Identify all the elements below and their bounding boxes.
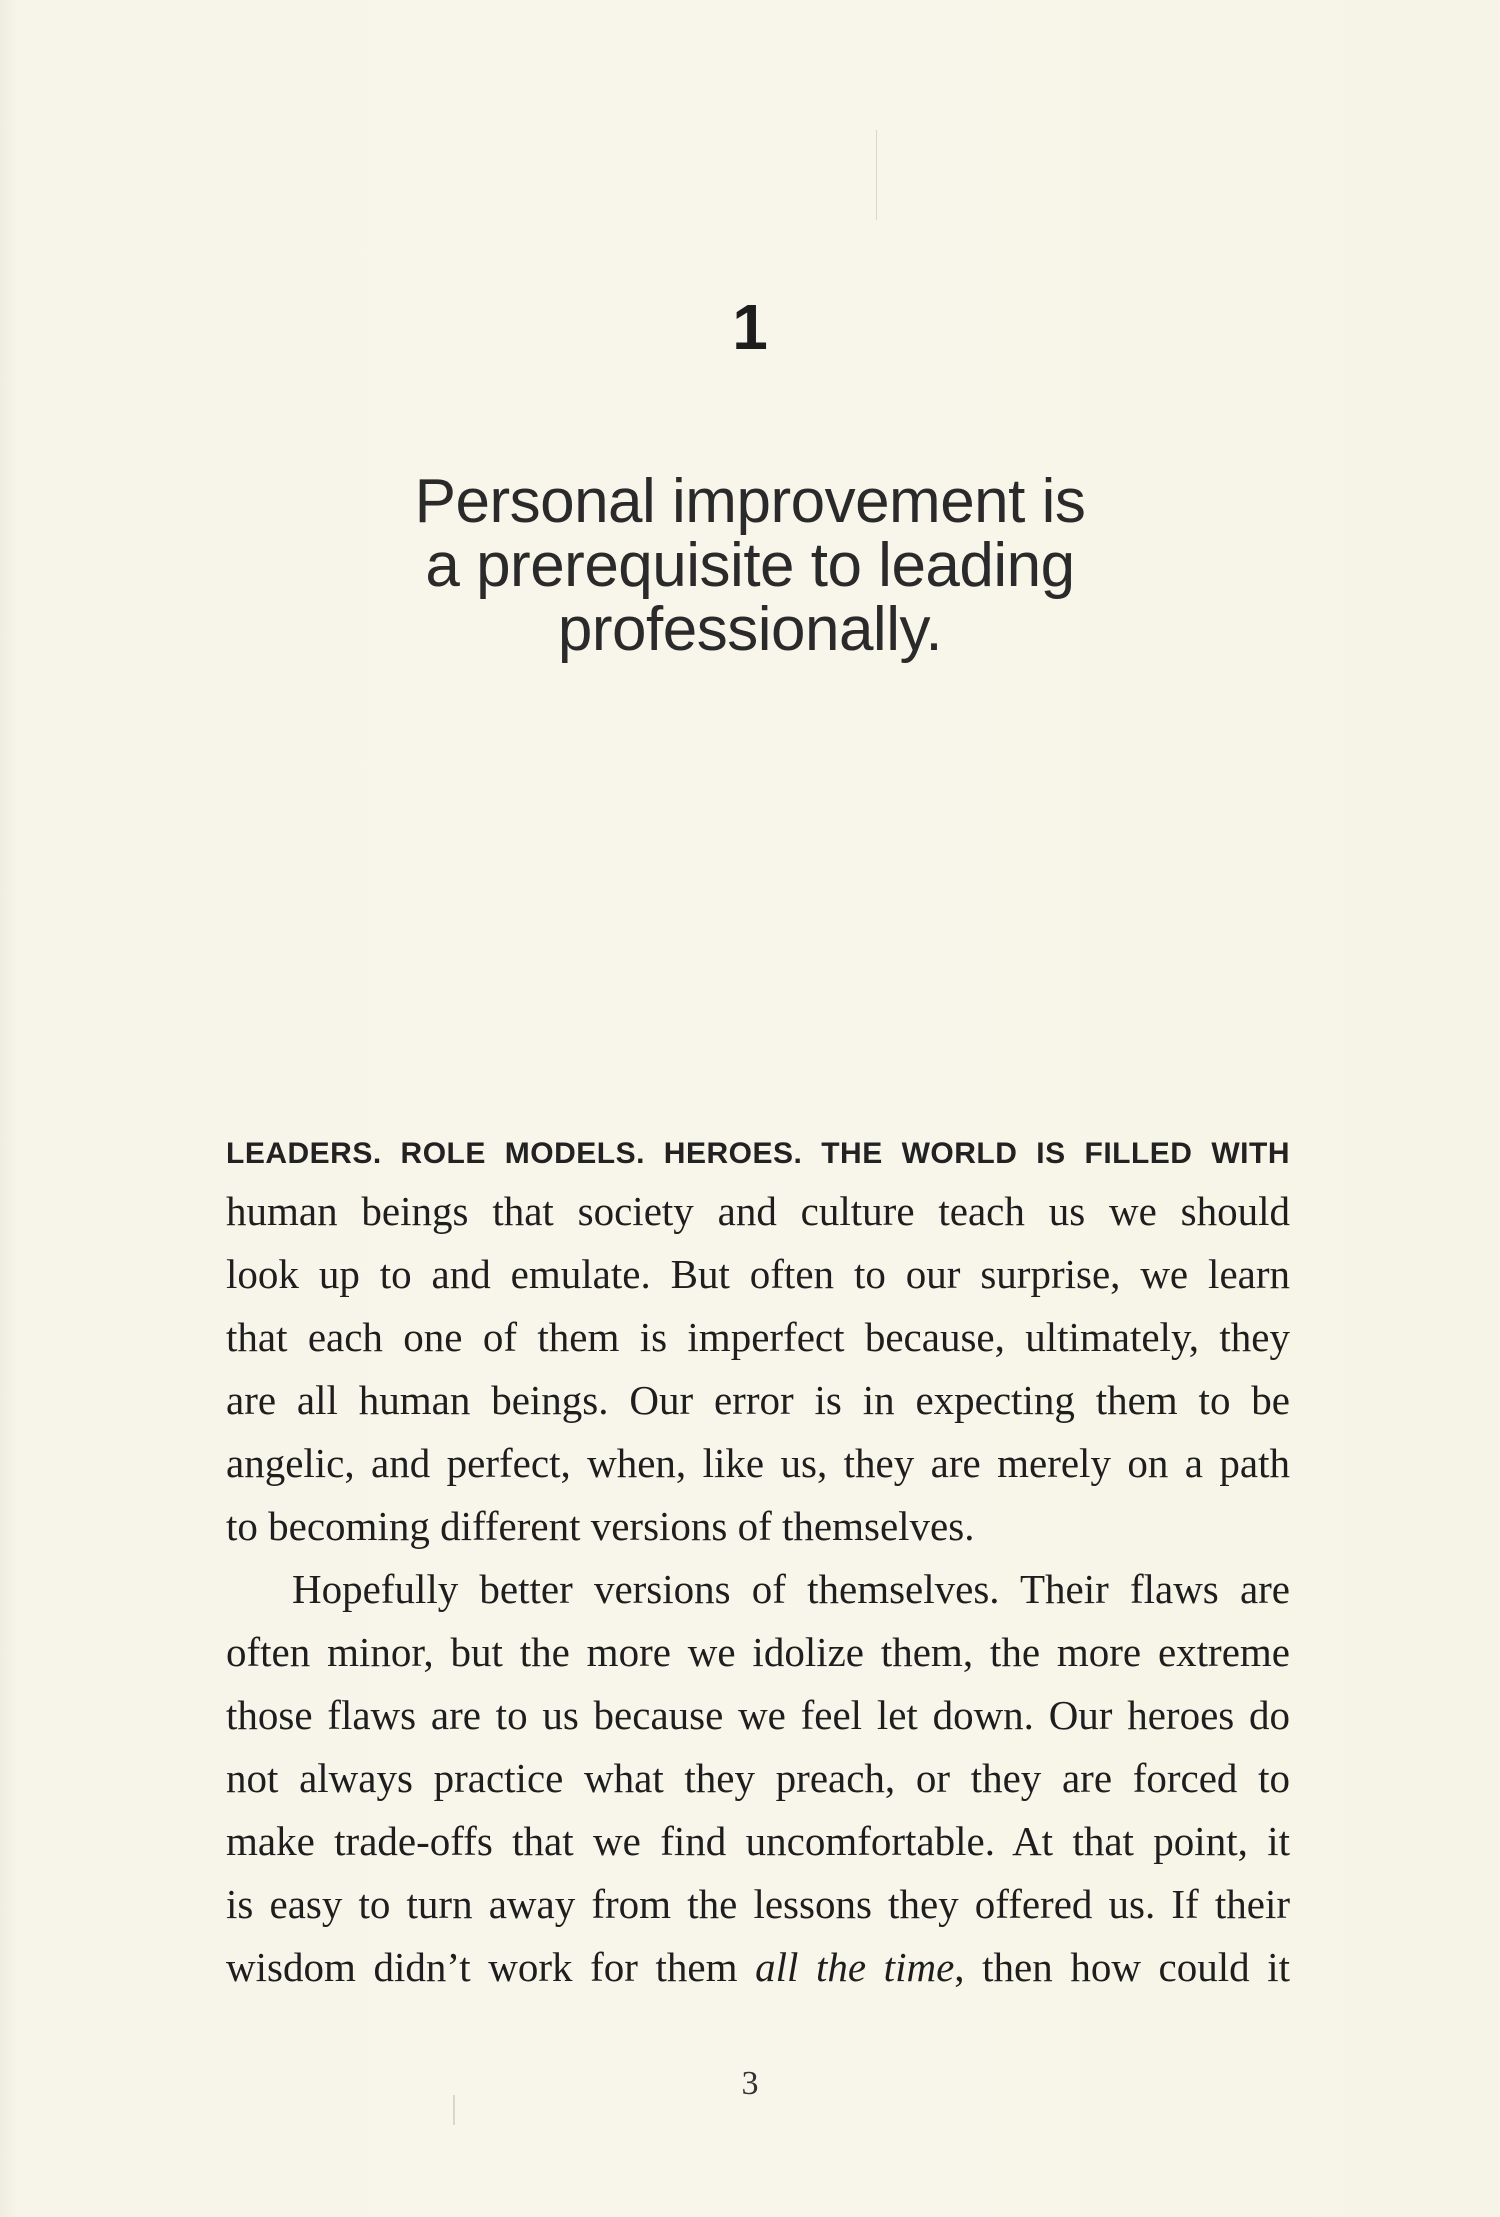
text-line: are all human beings. Our error is in expecting them to be	[226, 1377, 1290, 1423]
text-line: to becoming different versions of themselves.	[226, 1503, 975, 1549]
page-number: 3	[741, 2065, 759, 2102]
italic-emphasis: all the time	[755, 1944, 955, 1990]
text-line: is easy to turn away from the lessons they offered us. If their	[226, 1881, 1290, 1927]
paragraph-1	[226, 1180, 1290, 1558]
chapter-title-line: professionally.	[557, 595, 943, 664]
text-line: not always practice what they preach, or they are forced to	[226, 1755, 1290, 1801]
text-line: angelic, and perfect, when, like us, they are merely on a path	[226, 1440, 1290, 1486]
text-line: Hopefully better versions of themselves. Their flaws are	[292, 1566, 1290, 1612]
text-line: those flaws are to us because we feel let down. Our heroes do	[226, 1692, 1290, 1738]
text-segment: , then how could it	[954, 1944, 1291, 1990]
text-line	[226, 1936, 1290, 1999]
lead-in-caps: LEADERS. ROLE MODELS. HEROES. THE WORLD IS FILLED WITH	[226, 1137, 1290, 1170]
text-line: that each one of them is imperfect because, ultimately, they	[226, 1314, 1290, 1360]
body-text	[226, 1128, 1290, 1999]
chapter-number: 1	[732, 291, 768, 363]
text-segment: wisdom didn’t work for them	[226, 1944, 756, 1990]
paragraph-2	[226, 1558, 1290, 1999]
chapter-title-line: Personal improvement is	[414, 467, 1086, 536]
text-line: make trade-offs that we find uncomfortable. At that point, it	[226, 1818, 1290, 1864]
chapter-title-line: a prerequisite to leading	[425, 531, 1075, 600]
text-line: human beings that society and culture teach us we should	[226, 1188, 1290, 1234]
text-line: often minor, but the more we idolize them, the more extreme	[226, 1629, 1290, 1675]
text-line: look up to and emulate. But often to our surprise, we learn	[226, 1251, 1290, 1297]
scan-artifact	[876, 130, 877, 220]
chapter-title	[300, 467, 1200, 664]
